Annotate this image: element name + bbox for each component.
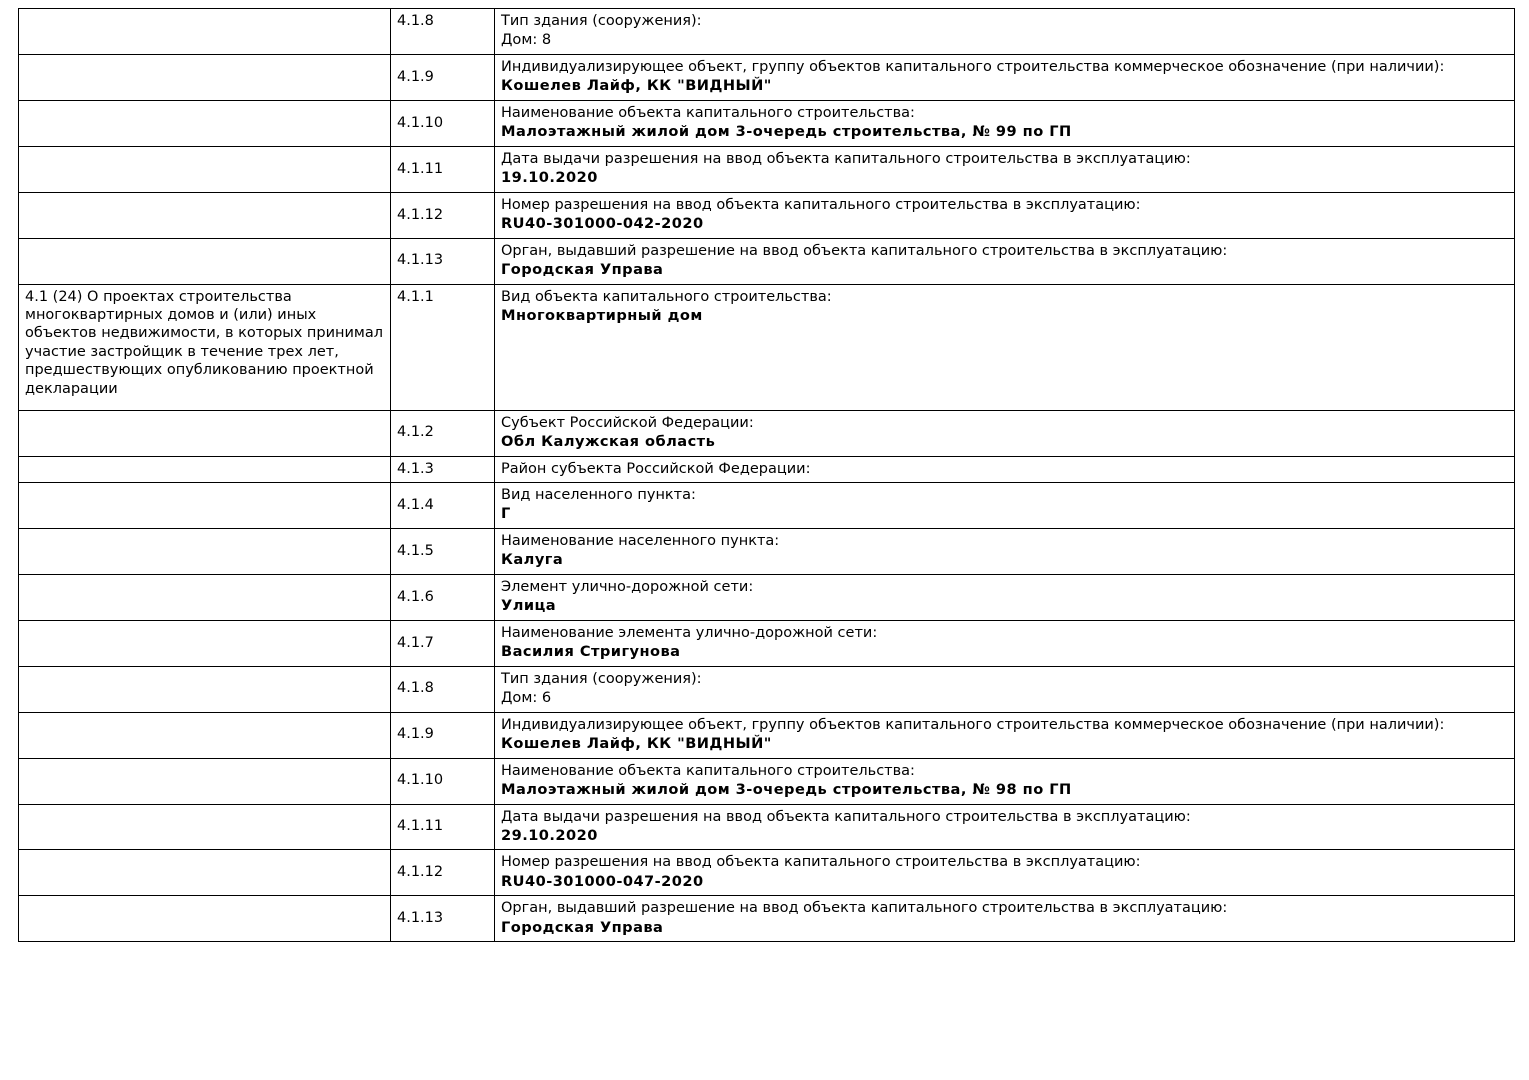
row-code: 4.1.9 bbox=[391, 712, 495, 758]
section-cell-empty bbox=[19, 666, 391, 712]
row-code: 4.1.3 bbox=[391, 456, 495, 482]
table-row bbox=[19, 896, 1515, 942]
section-cell-empty bbox=[19, 850, 391, 896]
table-row bbox=[19, 192, 1515, 238]
row-label: Тип здания (сооружения): bbox=[501, 670, 702, 687]
row-label: Элемент улично-дорожной сети: bbox=[501, 578, 754, 595]
row-code: 4.1.1 bbox=[391, 284, 495, 410]
row-value: Г bbox=[501, 505, 511, 523]
row-value: Обл Калужская область bbox=[501, 433, 716, 451]
row-content bbox=[495, 574, 1515, 620]
section-title-cell: 4.1 (24) О проектах строительства многоквартирных домов и (или) иных объектов недвижимости, в которых принимал участие застройщик в течение трех лет, предшествующих опубликованию проектной декларации bbox=[19, 284, 391, 410]
section-cell-empty bbox=[19, 456, 391, 482]
row-code: 4.1.10 bbox=[391, 100, 495, 146]
row-label: Орган, выдавший разрешение на ввод объекта капитального строительства в эксплуатацию: bbox=[501, 242, 1228, 259]
row-value: Калуга bbox=[501, 551, 564, 569]
table-row bbox=[19, 9, 1515, 55]
table-row bbox=[19, 100, 1515, 146]
table-row bbox=[19, 804, 1515, 850]
table-row bbox=[19, 54, 1515, 100]
table-row bbox=[19, 620, 1515, 666]
section-cell-empty bbox=[19, 804, 391, 850]
row-label: Дата выдачи разрешения на ввод объекта капитального строительства в эксплуатацию: bbox=[501, 150, 1191, 167]
section-cell-empty bbox=[19, 896, 391, 942]
section-cell-empty bbox=[19, 620, 391, 666]
section-cell-empty bbox=[19, 192, 391, 238]
section-cell-empty bbox=[19, 100, 391, 146]
row-content bbox=[495, 284, 1515, 410]
row-code: 4.1.2 bbox=[391, 410, 495, 456]
table-row bbox=[19, 758, 1515, 804]
row-label: Район субъекта Российской Федерации: bbox=[501, 460, 811, 477]
row-label: Наименование элемента улично-дорожной сети: bbox=[501, 624, 878, 641]
row-content bbox=[495, 482, 1515, 528]
row-value: Городская Управа bbox=[501, 261, 664, 279]
row-content bbox=[495, 100, 1515, 146]
section-cell-empty bbox=[19, 146, 391, 192]
row-value: Улица bbox=[501, 597, 557, 615]
row-value: RU40-301000-042-2020 bbox=[501, 215, 704, 233]
row-content bbox=[495, 896, 1515, 942]
section-cell-empty bbox=[19, 712, 391, 758]
row-value: RU40-301000-047-2020 bbox=[501, 872, 704, 890]
row-content bbox=[495, 410, 1515, 456]
row-label: Наименование объекта капитального строительства: bbox=[501, 104, 915, 121]
row-label: Номер разрешения на ввод объекта капитального строительства в эксплуатацию: bbox=[501, 196, 1141, 213]
row-label: Дата выдачи разрешения на ввод объекта капитального строительства в эксплуатацию: bbox=[501, 808, 1191, 825]
table-row bbox=[19, 712, 1515, 758]
table-row bbox=[19, 238, 1515, 284]
row-label: Вид населенного пункта: bbox=[501, 486, 696, 503]
row-label: Наименование населенного пункта: bbox=[501, 532, 780, 549]
row-content bbox=[495, 850, 1515, 896]
row-value: Дом: 8 bbox=[501, 31, 552, 49]
row-code: 4.1.4 bbox=[391, 482, 495, 528]
row-value: Малоэтажный жилой дом 3-очередь строительства, № 99 по ГП bbox=[501, 123, 1072, 141]
table-row bbox=[19, 146, 1515, 192]
row-code: 4.1.12 bbox=[391, 192, 495, 238]
row-label: Индивидуализирующее объект, группу объектов капитального строительства коммерческое обозначение (при наличии): bbox=[501, 58, 1445, 75]
section-cell-empty bbox=[19, 9, 391, 55]
row-label: Индивидуализирующее объект, группу объектов капитального строительства коммерческое обозначение (при наличии): bbox=[501, 716, 1445, 733]
row-value: 19.10.2020 bbox=[501, 169, 598, 187]
row-code: 4.1.5 bbox=[391, 528, 495, 574]
row-content bbox=[495, 712, 1515, 758]
row-content bbox=[495, 238, 1515, 284]
row-value: Городская Управа bbox=[501, 918, 664, 936]
row-value: Василия Стригунова bbox=[501, 643, 681, 661]
row-label: Орган, выдавший разрешение на ввод объекта капитального строительства в эксплуатацию: bbox=[501, 900, 1228, 917]
table-row bbox=[19, 850, 1515, 896]
row-code: 4.1.12 bbox=[391, 850, 495, 896]
table-row bbox=[19, 410, 1515, 456]
section-cell-empty bbox=[19, 54, 391, 100]
row-code: 4.1.13 bbox=[391, 896, 495, 942]
row-content bbox=[495, 666, 1515, 712]
row-content bbox=[495, 456, 1515, 482]
row-code: 4.1.8 bbox=[391, 9, 495, 55]
row-code: 4.1.11 bbox=[391, 804, 495, 850]
row-content bbox=[495, 146, 1515, 192]
row-value: Кошелев Лайф, КК "ВИДНЫЙ" bbox=[501, 77, 772, 95]
row-content bbox=[495, 620, 1515, 666]
row-label: Тип здания (сооружения): bbox=[501, 13, 702, 29]
row-content bbox=[495, 528, 1515, 574]
row-label: Номер разрешения на ввод объекта капитального строительства в эксплуатацию: bbox=[501, 854, 1141, 871]
table-row bbox=[19, 482, 1515, 528]
row-value: 29.10.2020 bbox=[501, 826, 598, 844]
row-content bbox=[495, 54, 1515, 100]
section-cell-empty bbox=[19, 528, 391, 574]
declaration-table bbox=[18, 8, 1515, 942]
section-cell-empty bbox=[19, 238, 391, 284]
section-cell-empty bbox=[19, 482, 391, 528]
table-row bbox=[19, 666, 1515, 712]
table-row bbox=[19, 574, 1515, 620]
row-code: 4.1.7 bbox=[391, 620, 495, 666]
row-content bbox=[495, 804, 1515, 850]
row-label: Субъект Российской Федерации: bbox=[501, 414, 754, 431]
row-code: 4.1.6 bbox=[391, 574, 495, 620]
section-cell-empty bbox=[19, 758, 391, 804]
row-content bbox=[495, 192, 1515, 238]
row-label: Наименование объекта капитального строительства: bbox=[501, 762, 915, 779]
row-code: 4.1.13 bbox=[391, 238, 495, 284]
section-cell-empty bbox=[19, 574, 391, 620]
table-row bbox=[19, 456, 1515, 482]
section-cell-empty bbox=[19, 410, 391, 456]
row-content bbox=[495, 9, 1515, 55]
row-code: 4.1.9 bbox=[391, 54, 495, 100]
row-value: Малоэтажный жилой дом 3-очередь строительства, № 98 по ГП bbox=[501, 781, 1072, 798]
row-label: Вид объекта капитального строительства: bbox=[501, 288, 832, 305]
row-content bbox=[495, 758, 1515, 804]
row-code: 4.1.11 bbox=[391, 146, 495, 192]
row-value: Многоквартирный дом bbox=[501, 307, 703, 325]
table-row bbox=[19, 284, 1515, 410]
row-code: 4.1.10 bbox=[391, 758, 495, 804]
row-code: 4.1.8 bbox=[391, 666, 495, 712]
row-value: Кошелев Лайф, КК "ВИДНЫЙ" bbox=[501, 735, 772, 753]
row-value: Дом: 6 bbox=[501, 689, 552, 707]
table-row bbox=[19, 528, 1515, 574]
